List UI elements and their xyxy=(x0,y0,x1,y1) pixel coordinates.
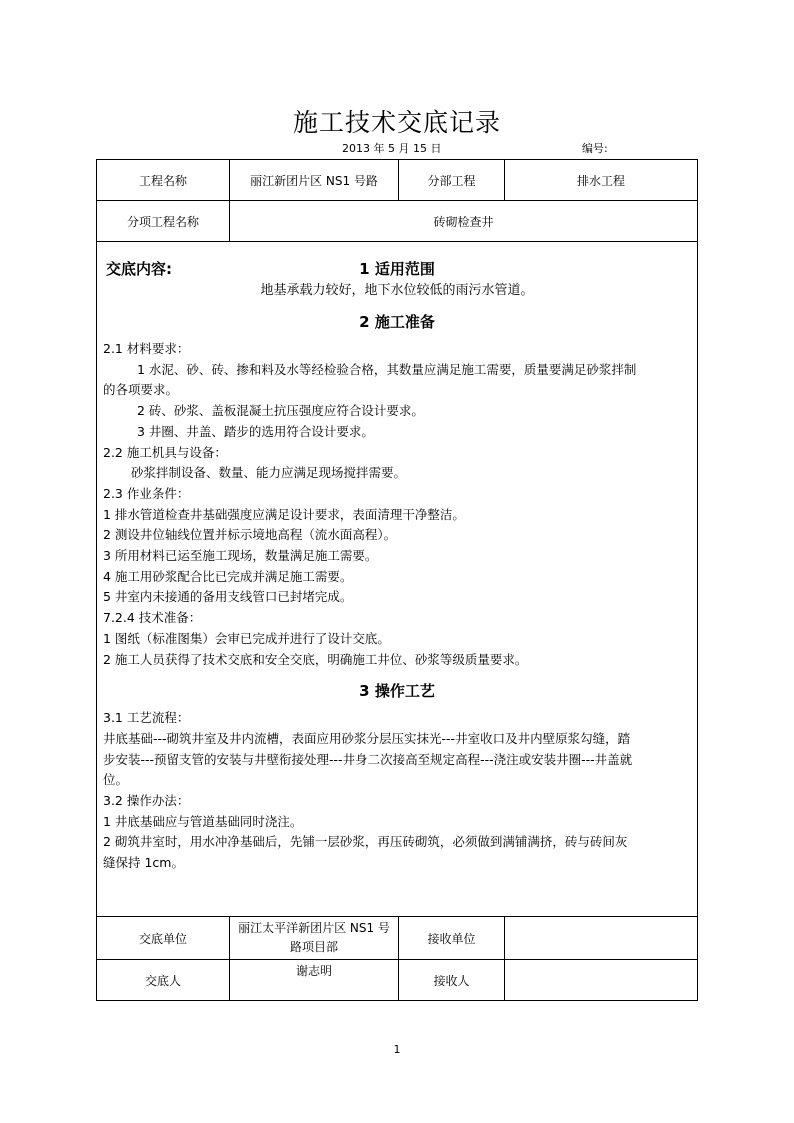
receiver-label: 接收人 xyxy=(399,960,505,1001)
date-line xyxy=(96,140,696,158)
section1-text: 地基承载力较好，地下水位较低的雨污水管道。 xyxy=(260,283,534,298)
document-title: 施工技术交底记录 xyxy=(292,108,501,137)
record-date: 2013 年 5 月 15 日 xyxy=(342,142,442,155)
project-name-value: 丽江新团片区 NS1 号路 xyxy=(230,160,399,201)
discloser-value-cell xyxy=(230,960,399,1001)
section2-line: 1 水泥、砂、砖、掺和料及水等经检验合格，其数量应满足施工需要，质量要满足砂浆拌制 xyxy=(137,361,637,377)
section2-title: 2 施工准备 xyxy=(359,313,435,331)
record-number-label: 编号: xyxy=(582,142,608,155)
item-project-label: 分项工程名称 xyxy=(97,201,230,242)
section2-line: 4 施工用砂浆配合比已完成并满足施工需要。 xyxy=(103,568,353,584)
sub-project-value: 排水工程 xyxy=(505,160,698,201)
section2-line: 2 测设井位轴线位置并标示境地高程（流水面高程）。 xyxy=(103,527,397,543)
discloser-value: 谢志明 xyxy=(295,964,332,978)
section3-line: 2 砌筑井室时，用水冲净基础后，先铺一层砂浆，再压砖砌筑，必须做到满铺满挤，砖与砖间灰 xyxy=(103,834,628,850)
section3-line: 缝保持 1cm。 xyxy=(103,855,184,871)
section2-line: 2 砖、砂浆、盖板混凝土抗压强度应符合设计要求。 xyxy=(137,403,424,419)
project-name-label: 工程名称 xyxy=(97,160,230,201)
section3-line: 位。 xyxy=(103,772,129,788)
section3-line: 3.1 工艺流程： xyxy=(103,710,190,726)
section3-line: 1 井底基础应与管道基础同时浇注。 xyxy=(103,813,303,829)
receiver-value xyxy=(505,960,698,1001)
section2-line: 的各项要求。 xyxy=(103,382,179,398)
section2-line: 1 图纸（标准图集）会审已完成并进行了设计交底。 xyxy=(103,630,390,646)
section3-line: 3.2 操作办法： xyxy=(103,793,190,809)
item-project-value: 砖砌检查井 xyxy=(230,201,698,242)
discloser-label: 交底人 xyxy=(97,960,230,1001)
section2-body xyxy=(103,339,691,670)
disclosure-unit-value: 丽江太平洋新团片区 NS1 号路项目部 xyxy=(230,917,399,960)
disclosure-unit-label: 交底单位 xyxy=(97,917,230,960)
section3-line: 步安装---预留支管的安装与井壁衔接处理---井身二次接高至规定高程---浇注或安装井圈---井盖就 xyxy=(103,751,633,767)
section2-line: 2.2 施工机具与设备： xyxy=(103,444,227,460)
section3-body xyxy=(103,708,691,874)
section2-line: 5 井室内未接通的备用支线管口已封堵完成。 xyxy=(103,589,353,605)
section3-line: 井底基础---砌筑井室及井内流槽，表面应用砂浆分层压实抹光---井室收口及井内壁原浆勾缝，踏 xyxy=(103,730,631,746)
receiving-unit-value xyxy=(505,917,698,960)
section2-line: 3 所用材料已运至施工现场，数量满足施工需要。 xyxy=(103,548,378,564)
section1-title: 1 适用范围 xyxy=(359,260,435,278)
section2-line: 2.1 材料要求： xyxy=(103,341,190,356)
section2-line: 7.2.4 技术准备： xyxy=(103,610,202,626)
sub-project-label: 分部工程 xyxy=(399,160,505,201)
content-label: 交底内容: xyxy=(106,260,172,278)
section2-line: 2 施工人员获得了技术交底和安全交底，明确施工井位、砂浆等级质量要求。 xyxy=(103,651,528,667)
receiving-unit-label: 接收单位 xyxy=(399,917,505,960)
section2-line: 砂浆拌制设备、数量、能力应满足现场搅拌需要。 xyxy=(131,465,407,481)
section2-line: 2.3 作业条件： xyxy=(103,485,190,501)
disclosure-content-cell xyxy=(97,242,698,917)
section2-line: 3 井圈、井盖、踏步的选用符合设计要求。 xyxy=(137,423,374,439)
page-number: 1 xyxy=(393,1043,401,1056)
disclosure-table xyxy=(96,159,698,1001)
section3-title: 3 操作工艺 xyxy=(359,682,435,701)
section2-line: 1 排水管道检查井基础强度应满足设计要求，表面清理干净整洁。 xyxy=(103,506,465,522)
